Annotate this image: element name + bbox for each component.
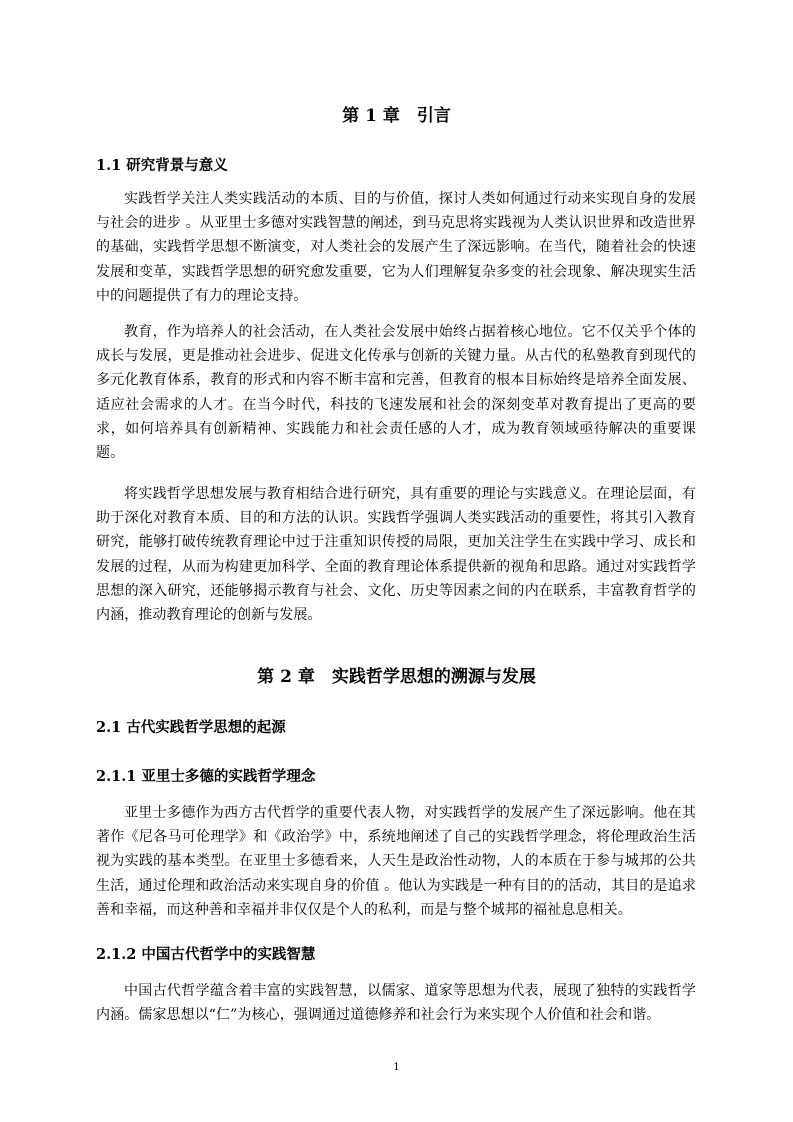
page-number: 1 bbox=[393, 1062, 400, 1073]
paragraph-1-1-2: 教育，作为培养人的社会活动，在人类社会发展中始终占据着核心地位。它不仅关乎个体的成长与发展，更是推动社会进步、促进文化传承与创新的关键力量。从古代的私塾教育到现代的多元化教育体系，教育的形式和内容不断丰富和完善，但教育的根本目标始终是培养全面发展、适应社会需求的人才。在当今时代，科技的飞速发展和社会的深刻变革对教育提出了更高的要求，如何培养具有创新精神、实践能力和社会责任感的人才，成为教育领域亟待解决的重要课题。 bbox=[96, 324, 696, 462]
paragraph-2-1-2: 中国古代哲学蕴含着丰富的实践智慧，以儒家、道家等思想为代表，展现了独特的实践哲学内涵。儒家思想以“仁”为核心，强调通过道德修养和社会行为来实现个人价值和社会和谐。 bbox=[96, 983, 696, 1024]
section-1-1-heading: 1.1 研究背景与意义 bbox=[96, 157, 228, 174]
paragraph-2-1-1: 亚里士多德作为西方古代哲学的重要代表人物，对实践哲学的发展产生了深远影响。他在其著作《尼各马可伦理学》和《政治学》中，系统地阐述了自己的实践哲学理念，将伦理政治生活视为实践的基本类型。在亚里士多德看来，人天生是政治性动物，人的本质在于参与城邦的公共生活，通过伦理和政治活动来实现自身的价值 。他认为实践是一种有目的的活动，其目的是追求善和幸福，而这种善和幸福并非仅仅是个人的私利，而是与整个城邦的福祉息息相关。 bbox=[96, 805, 696, 918]
chapter-2-title: 第 2 章 实践哲学思想的溯源与发展 bbox=[257, 667, 536, 687]
paragraph-1-1-3: 将实践哲学思想发展与教育相结合进行研究，具有重要的理论与实践意义。在理论层面，有助于深化对教育本质、目的和方法的认识。实践哲学强调人类实践活动的重要性，将其引入教育研究，能够打破传统教育理论中过于注重知识传授的局限，更加关注学生在实践中学习、成长和发展的过程，从而为构建更加科学、全面的教育理论体系提供新的视角和思路。通过对实践哲学思想的深入研究，还能够揭示教育与社会、文化、历史等因素之间的内在联系，丰富教育哲学的内涵，推动教育理论的创新与发展。 bbox=[96, 486, 696, 624]
paragraph-1-1-1: 实践哲学关注人类实践活动的本质、目的与价值，探讨人类如何通过行动来实现自身的发展与社会的进步 。从亚里士多德对实践智慧的阐述，到马克思将实践视为人类认识世界和改造世界的基础，实践哲学思想不断演变，对人类社会的发展产生了深远影响。在当代，随着社会的快速发展和变革，实践哲学思想的研究愈发重要，它为人们理解复杂多变的社会现象、解决现实生活中的问题提供了有力的理论支持。 bbox=[96, 191, 696, 304]
section-2-1-2-heading: 2.1.2 中国古代哲学中的实践智慧 bbox=[96, 946, 316, 963]
chapter-1-title: 第 1 章 引言 bbox=[342, 106, 451, 126]
section-2-1-1-heading: 2.1.1 亚里士多德的实践哲学理念 bbox=[96, 768, 316, 785]
section-2-1-heading: 2.1 古代实践哲学思想的起源 bbox=[96, 719, 286, 736]
